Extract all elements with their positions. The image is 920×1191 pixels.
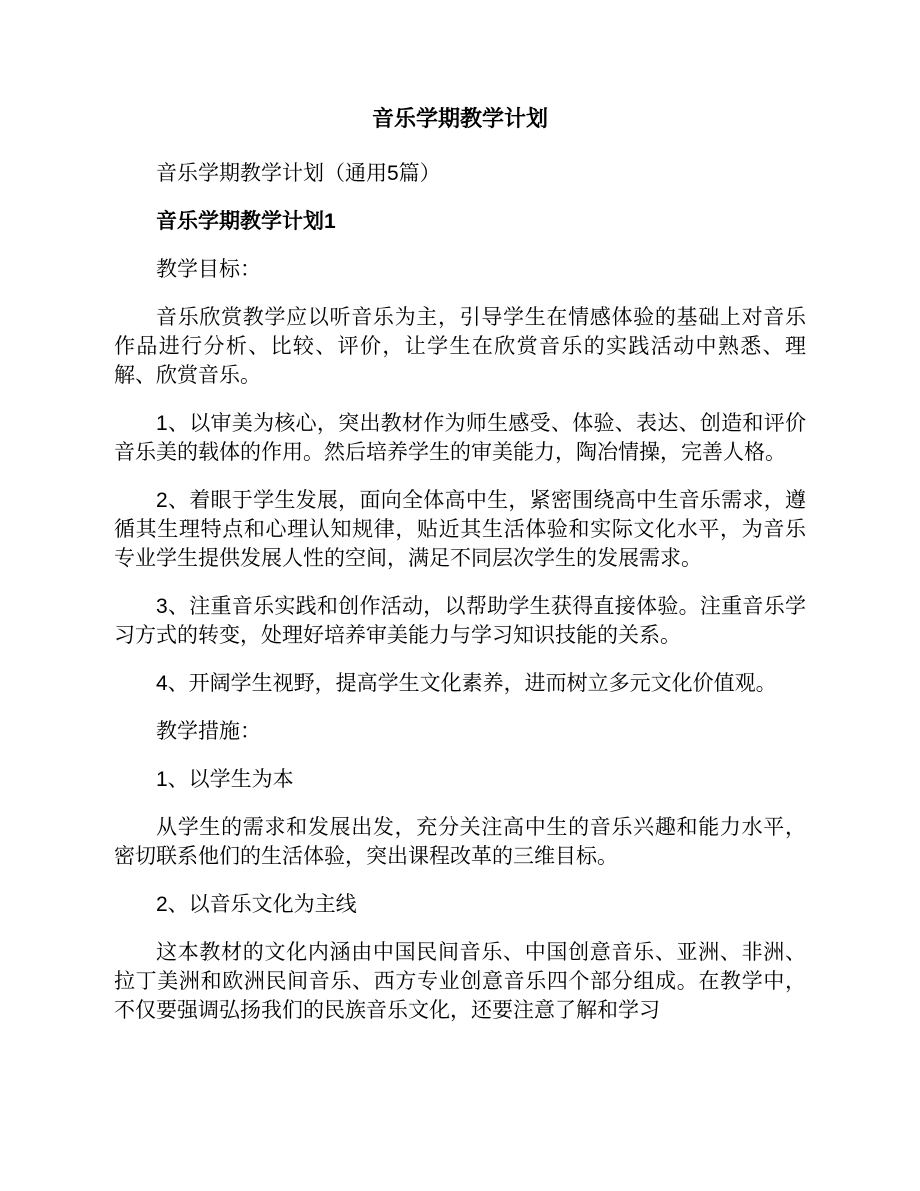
- paragraph: 从学生的需求和发展出发，充分关注高中生的音乐兴趣和能力水平，密切联系他们的生活体验，突出课程改革的三维目标。: [114, 816, 806, 868]
- paragraph: 音乐学期教学计划（通用5篇）: [156, 162, 441, 185]
- document-body: [114, 159, 806, 1025]
- paragraph: 1、以审美为核心，突出教材作为师生感受、体验、表达、创造和评价音乐美的载体的作用。然后培养学生的审美能力，陶冶情操，完善人格。: [114, 412, 806, 464]
- section-heading: 音乐学期教学计划1: [156, 210, 336, 233]
- document-title: 音乐学期教学计划: [371, 106, 548, 131]
- paragraph: 2、着眼于学生发展，面向全体高中生，紧密围绕高中生音乐需求，遵循其生理特点和心理认知规律，贴近其生活体验和实际文化水平，为音乐专业学生提供发展人性的空间，满足不同层次学生的发展需求。: [114, 489, 806, 570]
- paragraph: 音乐欣赏教学应以听音乐为主，引导学生在情感体验的基础上对音乐作品进行分析、比较、评价，让学生在欣赏音乐的实践活动中熟悉、理解、欣赏音乐。: [114, 306, 806, 387]
- paragraph: 教学目标：: [156, 258, 261, 281]
- paragraph: 3、注重音乐实践和创作活动，以帮助学生获得直接体验。注重音乐学习方式的转变，处理好培养审美能力与学习知识技能的关系。: [114, 595, 806, 647]
- paragraph: 4、开阔学生视野，提高学生文化素养，进而树立多元文化价值观。: [156, 672, 777, 695]
- paragraph: 这本教材的文化内涵由中国民间音乐、中国创意音乐、亚洲、非洲、拉丁美洲和欧洲民间音乐、西方专业创意音乐四个部分组成。在教学中，不仅要强调弘扬我们的民族音乐文化，还要注意了解和学习: [114, 941, 806, 1022]
- paragraph: 教学措施：: [156, 720, 261, 743]
- paragraph: 2、以音乐文化为主线: [156, 893, 357, 916]
- paragraph: 1、以学生为本: [156, 768, 294, 791]
